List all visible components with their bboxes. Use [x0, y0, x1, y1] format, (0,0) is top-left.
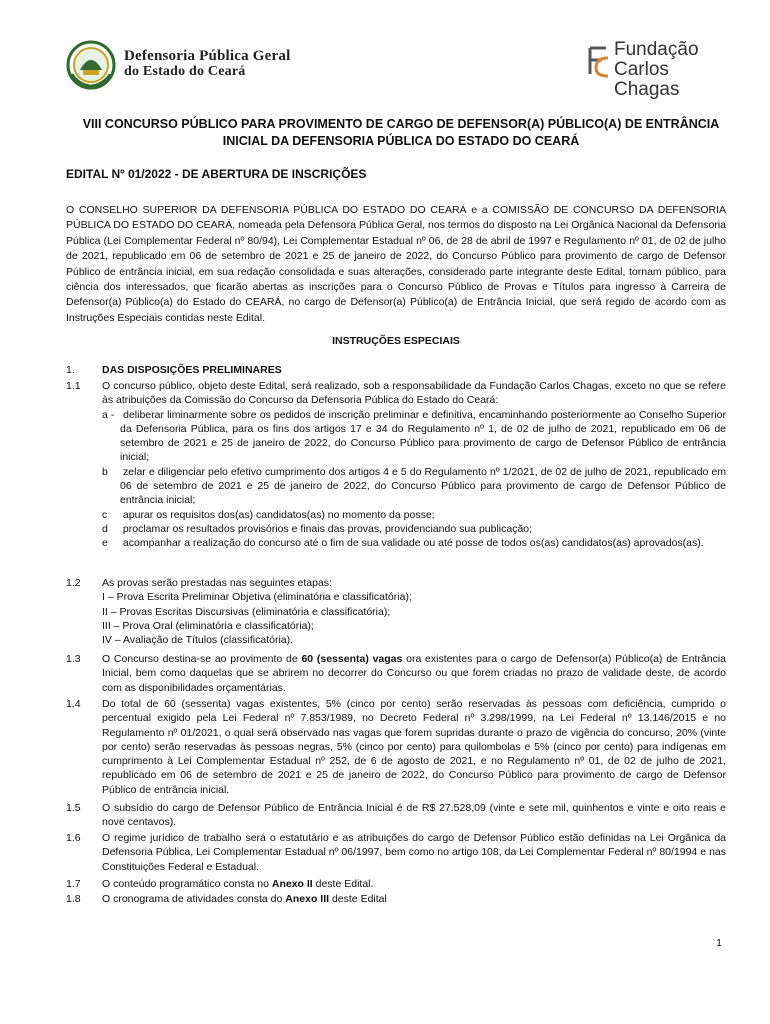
- item-text: zelar e diligenciar pelo efetivo cumprimento dos artigos 4 e 5 do Regulamento nº 1/2021, de 02 de julho de 2021, republicado em 06 de setembro de 2021 e 25 de janeiro de 2022, do Concurso Público para provimento de cargo de Defensor Público de entrância inicial;: [120, 465, 727, 507]
- clause-text: Do total de 60 (sessenta) vagas existentes, 5% (cinco por cento) serão reservadas às pessoas com deficiência, cumprido o percentual exigido pela Lei Federal nº 7.853/1989, no Decreto Federal nº 3.298/1999, na Lei Federal nº 13.146/2015 e no Regulamento nº 01/2021, o qual será observado nas vagas que forem supridas durante o prazo de vigência do concurso, 20% (vinte por cento) serão reservadas às pessoas negras, 5% (cinco por cento) para quilombolas e 5% (cinco por cento) para indígenas em cumprimento à Lei Complementar Estadual nº 252, de 6 de agosto de 2021, e no Regulamento nº 01, de 02 de julho de 2021, republicado em 06 de setembro de 2021 e 25 de janeiro de 2022, do Concurso Público para provimento de cargo de Defensor Público de entrância inicial.: [102, 698, 726, 796]
- fcc-logo: [586, 39, 736, 100]
- section-title: DAS DISPOSIÇÕES PRELIMINARES: [102, 364, 282, 376]
- section-1-heading: [66, 363, 726, 377]
- clause-number: 1.4: [66, 698, 81, 710]
- stage-item: III – Prova Oral (eliminatória e classificatória);: [102, 619, 314, 632]
- annex-reference: Anexo II: [271, 878, 313, 890]
- instructions-heading: INSTRUÇÕES ESPECIAIS: [332, 335, 460, 347]
- fcc-name-line2: Carlos Chagas: [614, 59, 680, 100]
- clause-number: 1.7: [66, 878, 81, 890]
- stage-item: II – Provas Escritas Discursivas (eliminatória e classificatória);: [102, 605, 391, 618]
- list-item: [102, 536, 726, 550]
- clause-text-part: O cronograma de atividades consta do: [102, 893, 286, 905]
- list-item: [102, 508, 726, 522]
- clause-1-8: [66, 892, 726, 906]
- page-number: 1: [716, 937, 722, 949]
- item-letter: c: [102, 508, 108, 521]
- clause-number: 1.2: [66, 577, 81, 589]
- item-text: acompanhar a realização do concurso até o fim de sua validade ou até posse de todos os(as) candidatos(as) aprovados(as).: [122, 537, 704, 550]
- clause-1-2: [66, 576, 726, 647]
- list-item: [102, 465, 727, 508]
- stage-item: I – Prova Escrita Preliminar Objetiva (eliminatória e classificatória);: [102, 591, 412, 604]
- clause-text: O concurso público, objeto deste Edital, será realizado, sob a responsabilidade da Fundação Carlos Chagas, exceto no que se refere às atribuições da Comissão do Concurso da Defensoria Pública do Estado do Ceará:: [102, 380, 726, 407]
- clause-text: [102, 652, 726, 695]
- clause-text: O subsídio do cargo de Defensor Público de Entrância Inicial é de R$ 27.528,09 (vinte e sete mil, quinhentos e vinte e oito reais e nove centavos).: [102, 802, 726, 829]
- list-item: [102, 408, 726, 465]
- fcc-name-line1: Fundação: [614, 39, 699, 60]
- list-item: [102, 522, 726, 536]
- clause-1-1: [66, 379, 726, 551]
- dpge-seal-icon: [66, 40, 116, 90]
- clause-text-part: ora existentes para o cargo de Defensor(a) Público(a) de Entrância Inicial, bem como daquelas que se abrirem no decorrer do Concurso ou que forem criadas no prazo de validade deste, de acordo com as disponibilidades orçamentárias.: [102, 653, 726, 694]
- item-letter: d: [102, 522, 108, 535]
- clause-number: 1.3: [66, 653, 81, 665]
- clause-1-3: [66, 652, 726, 695]
- edital-title: EDITAL Nº 01/2022 - DE ABERTURA DE INSCRIÇÕES: [66, 167, 367, 181]
- clause-number: 1.1: [66, 380, 81, 392]
- vacancies-count: 60 (sessenta) vagas: [301, 653, 403, 665]
- dpge-institution-name: [124, 48, 290, 80]
- clause-number: 1.8: [66, 893, 81, 905]
- item-letter: a -: [102, 408, 115, 421]
- title-line2: INICIAL DA DEFENSORIA PÚBLICA DO ESTADO DO CEARÁ: [222, 134, 580, 148]
- clause-number: 1.5: [66, 802, 81, 814]
- intro-paragraph: O CONSELHO SUPERIOR DA DEFENSORIA PÚBLICA DO ESTADO DO CEARÁ e a COMISSÃO DE CONCURSO DA DEFENSORIA PÚBLICA DO ESTADO DO CEARÁ, nomeada pela Defensora Pública Geral, nos termos do disposto na Lei Orgânica Nacional da Defensoria Pública (Lei Complementar Federal nº 80/94), Lei Complementar Estadual nº 06, de 28 de abril de 1997 e Regulamento nº 01, de 02 de julho de 2021, republicado em 06 de setembro de 2021 e 25 de janeiro de 2022, do Concurso Público para provimento de cargo de Defensor Público de entrância inicial, em sua redação consolidada e suas alterações, considerado parte integrante deste Edital, tornam público, para ciência dos interessados, que ficarão abertas as inscrições para o Concurso Público de Provas e Títulos para ingresso à Carreira de Defensor(a) Público(a) do Estado do CEARÁ, no cargo de Defensor(a) Público(a) de Entrância Inicial, que será regido de acordo com as Instruções Especiais contidas neste Edital.: [66, 204, 726, 324]
- document-title: [66, 116, 736, 150]
- clause-number: 1.6: [66, 832, 81, 844]
- title-line1: VIII CONCURSO PÚBLICO PARA PROVIMENTO DE CARGO DE DEFENSOR(A) PÚBLICO(A) DE ENTRÂNCIA: [82, 117, 720, 131]
- clause-1-7: [66, 877, 726, 891]
- clause-1-5: [66, 801, 726, 830]
- clause-1-4: [66, 697, 726, 797]
- annex-reference: Anexo III: [285, 893, 330, 905]
- clause-1-6: [66, 831, 726, 874]
- clause-text-part: O Concurso destina-se ao provimento de: [102, 653, 302, 665]
- section-number: 1.: [66, 364, 75, 376]
- fcc-mark-icon: [586, 44, 612, 80]
- dpge-name-line2: do Estado do Ceará: [124, 64, 246, 79]
- clause-text: As provas serão prestadas nas seguintes etapas:: [102, 577, 332, 589]
- item-text: proclamar os resultados provisórios e finais das provas, providenciando sua publicação;: [122, 522, 533, 535]
- item-letter: e: [102, 537, 108, 550]
- page-header: [66, 38, 736, 100]
- clause-text: [102, 877, 726, 891]
- clause-text-part: deste Edital: [329, 893, 387, 905]
- clause-text-part: deste Edital.: [312, 878, 374, 890]
- clause-text: O regime jurídico de trabalho será o estatutário e as atribuições do cargo de Defensor Público estão definidas na Lei Orgânica da Defensoria Pública, Lei Complementar Estadual nº 06/1997, bem como no artigo 108, da Lei Complementar Federal nº 80/1994 e nas Constituições Federal e Estadual.: [102, 832, 726, 873]
- clause-text-part: O conteúdo programático consta no: [102, 878, 272, 890]
- item-text: apurar os requisitos dos(as) candidatos(as) no momento da posse;: [122, 508, 435, 521]
- item-letter: b: [102, 465, 108, 478]
- dpge-name-line1: Defensoria Pública Geral: [124, 48, 291, 64]
- item-text: deliberar liminarmente sobre os pedidos de inscrição preliminar e definitiva, encaminhando posteriormente ao Conselho Superior da Defensoria Pública, para os fins dos artigos 17 e 34 do Regulamento nº 1, de 02 de julho de 2021, republicado em 06 de setembro de 2021 e 25 de janeiro de 2022, do Concurso Público para provimento de cargo de Defensor Público de entrância inicial;: [120, 408, 726, 464]
- stage-item: IV – Avaliação de Títulos (classificatória).: [102, 634, 294, 647]
- clause-text: [102, 892, 726, 906]
